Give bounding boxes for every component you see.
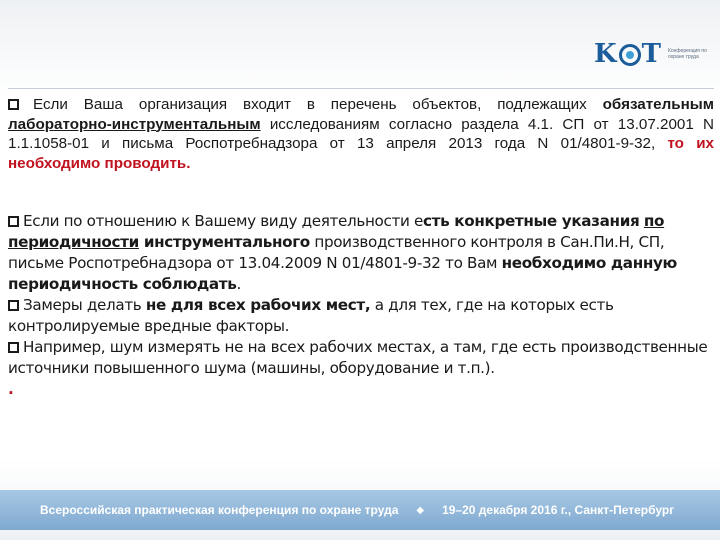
checkbox-bullet-icon bbox=[8, 342, 19, 353]
logo-letter-t: T bbox=[641, 39, 662, 69]
p2-text-bold-3: необходимо данную периодичность соблюдать bbox=[8, 254, 677, 293]
conference-logo bbox=[594, 34, 714, 74]
p1-text-bold-1: обязательным bbox=[602, 96, 714, 113]
p2-text-bold-2: инструментального bbox=[138, 233, 310, 251]
p1-text-1: Если Ваша организация входит в перечень объектов, подлежащих bbox=[33, 96, 603, 113]
p1-text-bold-underline: лабораторно-инструментальным bbox=[8, 115, 261, 133]
p2-text-1: Если по отношению к Вашему виду деятельности е bbox=[23, 212, 423, 230]
p2-text-3: Замеры делать bbox=[23, 296, 146, 314]
p2-text-bold-underline: по периодичности bbox=[8, 212, 665, 251]
logo-mark bbox=[594, 39, 662, 69]
checkbox-bullet-icon bbox=[8, 99, 19, 110]
p2-text-2: производственного контроля в Сан.Пи.Н, СП, письме Роспотребнадзора от 13.04.2009 N 01/4801-9-32 то Вам bbox=[8, 233, 665, 272]
paragraph-2 bbox=[8, 211, 714, 400]
checkbox-bullet-icon bbox=[8, 216, 19, 227]
slide-content bbox=[8, 88, 714, 418]
checkbox-bullet-icon bbox=[8, 300, 19, 311]
p1-text-2: исследованиям согласно раздела 4.1. СП от 13.07.2001 N 1.1.1058-01 и письма Роспотребнадзора от 13 апреля 2013 года N 01/4801-9-32, bbox=[8, 115, 714, 152]
logo-caption: Конференция по охране труда bbox=[667, 48, 707, 60]
p2-text-bold-4: не для всех рабочих мест, bbox=[145, 296, 371, 314]
p1-text-red: то их необходимо проводить. bbox=[8, 135, 714, 172]
p2-text-5: Например, шум измерять не на всех рабочих местах, а там, где есть производственные источники повышенного шума (машины, оборудование и т.п.). bbox=[8, 338, 708, 377]
p2-trailing-dot: . bbox=[8, 380, 14, 398]
logo-letter-k: K bbox=[594, 39, 618, 69]
diamond-separator-icon: ◆ bbox=[416, 504, 425, 516]
logo-o-icon bbox=[619, 44, 641, 66]
p2-text-4: а для тех, где на которых есть контролируемые вредные факторы. bbox=[8, 296, 614, 335]
footer-bar bbox=[0, 490, 720, 530]
p2-text-period: . bbox=[236, 275, 241, 293]
footer-date-place: 19–20 декабря 2016 г., Санкт-Петербург bbox=[442, 503, 675, 517]
footer-conference-name: Всероссийская практическая конференция по охране труда bbox=[40, 503, 399, 517]
paragraph-1 bbox=[8, 95, 714, 173]
p2-text-bold-1: сть конкретные указания bbox=[423, 212, 640, 230]
